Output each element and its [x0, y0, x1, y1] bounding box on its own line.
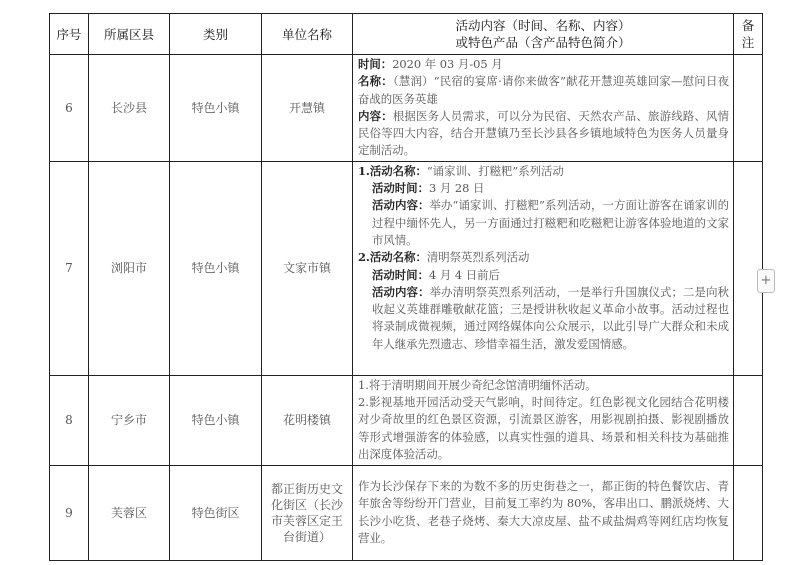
header-category: 类别 [170, 14, 262, 55]
activity-line-1: 1.将于清明期间开展少奇纪念馆清明缅怀活动。 [358, 377, 597, 392]
row-activity [353, 465, 734, 560]
row-seq: 8 [50, 375, 89, 465]
row-activity [353, 161, 734, 375]
activity-1-value: “诵家训、打糍粑”系列活动 [426, 163, 564, 178]
row-category: 特色小镇 [170, 375, 262, 465]
row-remark [734, 465, 763, 560]
row-seq: 9 [50, 465, 89, 560]
expand-button[interactable]: + [757, 269, 775, 293]
activity-2-value: 清明祭英烈系列活动 [426, 250, 530, 265]
table-row [50, 465, 763, 560]
activity-2-time [358, 267, 729, 284]
row-district: 芙蓉区 [89, 465, 170, 560]
activity-2-content-label: 活动内容： [372, 284, 430, 299]
name-label: 名称： [358, 74, 393, 89]
activity-2-time-value: 4 月 4 日前后 [428, 267, 500, 282]
header-activity-line2: 或特色产品（含产品特色简介） [455, 35, 631, 50]
time-label: 时间： [358, 57, 393, 71]
table-row [50, 55, 763, 162]
activity-2-name [358, 249, 729, 266]
row-category: 特色小镇 [170, 161, 262, 375]
row-district: 宁乡市 [89, 375, 170, 465]
row-unit: 文家市镇 [262, 161, 353, 375]
activity-1-label: 1.活动名称： [358, 163, 427, 178]
time-value: 2020 年 03 月-05 月 [392, 57, 503, 71]
header-unit: 单位名称 [262, 14, 353, 55]
row-activity [353, 55, 734, 162]
row-category: 特色小镇 [170, 55, 262, 162]
row-unit: 都正街历史文化街区（长沙市芙蓉区定王台街道） [262, 465, 353, 560]
activity-1-name [358, 163, 729, 180]
activity-line-2: 2.影视基地开园活动受天气影响，时间待定。红色影视文化园结合花明楼对少奇故里的红色景区资源，引流景区游客，用影视剧拍摄、影视剧播放等形式增强游客的体验感，以真实性强的道具、场景和相关科技为基础推出深度体验活动。 [358, 395, 729, 461]
row-seq: 6 [50, 55, 89, 162]
activity-content: 作为长沙保存下来的为数不多的历史街巷之一，都正街的特色餐饮店、青年旅舍等纷纷开门营业，目前复工率约为 80%，客串出口、鹏派烧烤、大长沙小吃货、老巷子烧烤、秦大大凉皮屋、盐不咸盐焗鸡等网红店均恢复营业。 [358, 479, 729, 546]
header-activity-line1: 活动内容（时间、名称、内容） [455, 18, 631, 33]
activity-2-time-label: 活动时间： [372, 267, 429, 282]
row-category: 特色街区 [170, 465, 262, 560]
header-remark [734, 14, 763, 55]
activity-1-content [358, 197, 729, 249]
activity-1-content-value: 举办“诵家训、打糍粑”系列活动，一方面让游客在诵家训的过程中缅怀先人，另一方面通过打糍粑和吃糍粑让游客体验地道的文家市风情。 [372, 198, 729, 247]
activity-content [358, 108, 729, 160]
table-row [50, 161, 763, 375]
activity-1-time-label: 活动时间： [372, 181, 429, 196]
activity-2-label: 2.活动名称： [358, 250, 427, 265]
activity-2-content-value: 举办清明祭英烈系列活动，一是举行升国旗仪式；二是向秋收起义英雄群雕敬献花篮；三是授讲秋收起义革命小故事。活动过程也将录制成微视频，通过网络媒体向公众展示，以此引导广大群众和未成年人继承先烈遗志、珍惜幸福生活，激发爱国情感。 [372, 284, 729, 351]
content-label: 内容： [358, 108, 393, 123]
content-value: 根据医务人员需求，可以分为民宿、天然农产品、旅游线路、风情民俗等四大内容，结合开慧镇乃至长沙县各乡镇地域特色为医务人员量身定制活动。 [358, 108, 729, 158]
activity-2-content [358, 284, 729, 353]
activity-1-time [358, 180, 729, 197]
header-district: 所属区县 [89, 14, 170, 55]
header-activity [353, 14, 734, 55]
name-value: （慧润）“民宿的宴席·请你来做客”献花开慧迎英雄回家—慰问日夜奋战的医务英雄 [358, 74, 729, 106]
activity-1-time-value: 3 月 28 日 [428, 181, 485, 196]
table-header-row [50, 14, 763, 55]
row-remark [734, 375, 763, 465]
table-row [50, 375, 763, 465]
header-remark-line1: 备 [741, 18, 755, 33]
row-seq: 7 [50, 161, 89, 375]
row-unit: 花明楼镇 [262, 375, 353, 465]
header-seq: 序号 [50, 14, 89, 55]
row-unit: 开慧镇 [262, 55, 353, 162]
activity-1-content-label: 活动内容： [372, 198, 430, 213]
activity-table [49, 13, 763, 561]
row-activity [353, 375, 734, 465]
row-district: 浏阳市 [89, 161, 170, 375]
row-remark [734, 55, 763, 162]
row-district: 长沙县 [89, 55, 170, 162]
activity-name [358, 73, 729, 108]
header-remark-line2: 注 [741, 35, 755, 50]
activity-time [358, 56, 729, 73]
